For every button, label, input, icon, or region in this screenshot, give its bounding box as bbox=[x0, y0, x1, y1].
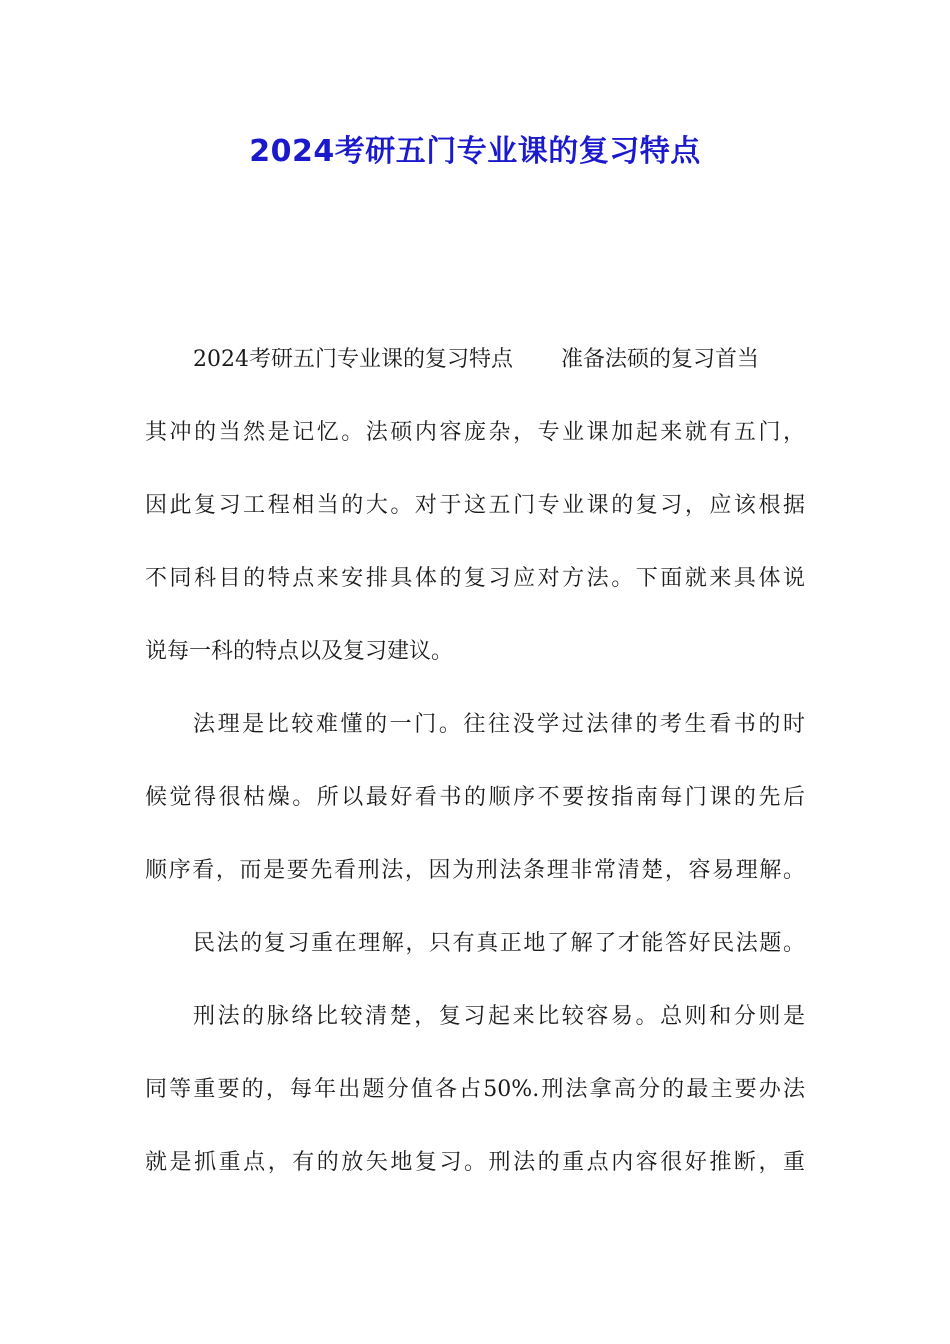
document-title: 2024考研五门专业课的复习特点 bbox=[249, 134, 701, 169]
paragraph-2 bbox=[145, 701, 805, 895]
document-body bbox=[145, 336, 805, 1212]
paragraph-line: 民法的复习重在理解，只有真正地了解了才能答好民法题。 bbox=[193, 931, 805, 956]
paragraph-line: 同等重要的，每年出题分值各占50%.刑法拿高分的最主要办法 bbox=[145, 1077, 805, 1102]
paragraph-line: 不同科目的特点来安排具体的复习应对方法。下面就来具体说 bbox=[145, 566, 805, 591]
paragraph-line: 刑法的脉络比较清楚，复习起来比较容易。总则和分则是 bbox=[193, 1004, 805, 1029]
paragraph-line bbox=[145, 336, 805, 384]
inline-heading: 2024考研五门专业课的复习特点 bbox=[193, 347, 513, 372]
paragraph-line: 就是抓重点，有的放矢地复习。刑法的重点内容很好推断，重 bbox=[145, 1150, 805, 1175]
paragraph-line: 其冲的当然是记忆。法硕内容庞杂，专业课加起来就有五门， bbox=[145, 420, 805, 445]
paragraph-line: 候觉得很枯燥。所以最好看书的顺序不要按指南每门课的先后 bbox=[145, 785, 805, 810]
paragraph-line: 顺序看，而是要先看刑法，因为刑法条理非常清楚，容易理解。 bbox=[145, 858, 805, 883]
paragraph-line: 法理是比较难懂的一门。往往没学过法律的考生看书的时 bbox=[193, 712, 805, 737]
paragraph-3 bbox=[145, 920, 805, 968]
paragraph-1 bbox=[145, 336, 805, 676]
paragraph-4 bbox=[145, 993, 805, 1187]
paragraph-line: 因此复习工程相当的大。对于这五门专业课的复习，应该根据 bbox=[145, 493, 805, 518]
paragraph-line: 说每一科的特点以及复习建议。 bbox=[145, 639, 454, 664]
line-text: 准备法硕的复习首当 bbox=[561, 347, 760, 372]
